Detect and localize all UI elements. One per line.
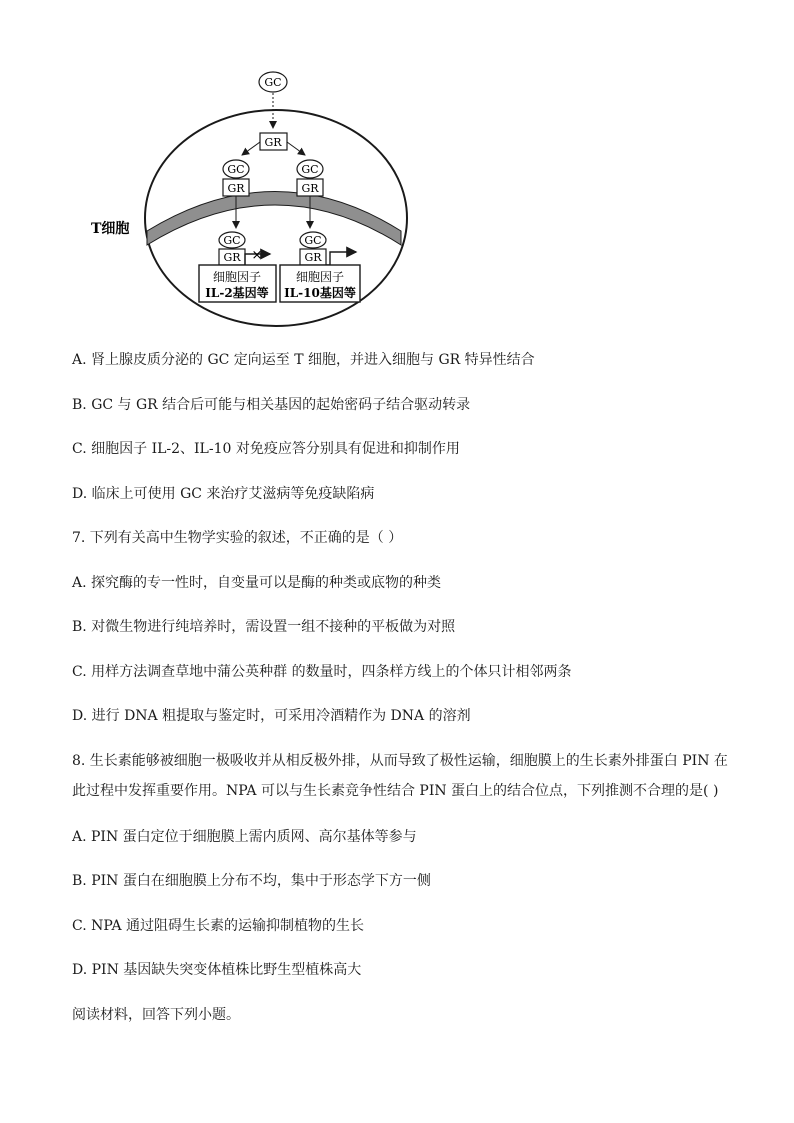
reading-instruction: 阅读材料，回答下列小题。 bbox=[72, 1007, 240, 1023]
il10-box-line1: 细胞因子 bbox=[295, 270, 345, 284]
q7-stem: 7. 下列有关高中生物学实验的叙述，不正确的是（ ） bbox=[72, 530, 403, 546]
block-x-icon: × bbox=[251, 248, 263, 263]
q8-option-b: B. PIN 蛋白在细胞膜上分布不均，集中于形态学下方一侧 bbox=[72, 873, 431, 889]
q7-option-a: A. 探究酶的专一性时，自变量可以是酶的种类或底物的种类 bbox=[72, 575, 442, 591]
gc-label-right: GC bbox=[301, 163, 319, 176]
gc-label-nuclear-left: GC bbox=[223, 234, 241, 247]
q8-option-d: D. PIN 基因缺失突变体植株比野生型植株高大 bbox=[72, 962, 362, 978]
q6-option-a: A. 肾上腺皮质分泌的 GC 定向运至 T 细胞，并进入细胞与 GR 特异性结合 bbox=[72, 352, 535, 368]
tcell-diagram bbox=[0, 0, 794, 340]
q8-stem-line1: 8. 生长素能够被细胞一极吸收并从相反极外排，从而导致了极性运输，细胞膜上的生长素外排蛋白 PIN 在 bbox=[72, 753, 728, 769]
gr-label-left: GR bbox=[227, 182, 245, 195]
q8-stem-line2: 此过程中发挥重要作用。NPA 可以与生长素竞争性结合 PIN 蛋白上的结合位点，下列推测不合理的是( ) bbox=[72, 783, 719, 799]
il2-box-line2: IL-2基因等 bbox=[205, 286, 269, 300]
nuclear-membrane bbox=[147, 192, 401, 246]
gr-label-nuclear-left: GR bbox=[223, 251, 241, 264]
gc-label-nuclear-right: GC bbox=[304, 234, 322, 247]
il10-box-line2: IL-10基因等 bbox=[284, 286, 356, 300]
gr-label-nuclear-right: GR bbox=[304, 251, 322, 264]
gc-label-left: GC bbox=[227, 163, 245, 176]
active-transcription-arrow bbox=[326, 252, 356, 265]
q6-option-b: B. GC 与 GR 结合后可能与相关基因的起始密码子结合驱动转录 bbox=[72, 397, 471, 413]
q6-option-c: C. 细胞因子 IL-2、IL-10 对免疫应答分别具有促进和抑制作用 bbox=[72, 441, 460, 457]
q6-option-d: D. 临床上可使用 GC 来治疗艾滋病等免疫缺陷病 bbox=[72, 486, 375, 502]
split-arrow-left bbox=[242, 142, 260, 155]
tcell-label: T细胞 bbox=[91, 221, 130, 237]
split-arrow-right bbox=[287, 142, 305, 155]
q8-option-c: C. NPA 通过阻碍生长素的运输抑制植物的生长 bbox=[72, 918, 365, 934]
q7-option-c: C. 用样方法调查草地中蒲公英种群 的数量时，四条样方线上的个体只计相邻两条 bbox=[72, 664, 572, 680]
gr-label-center: GR bbox=[264, 136, 282, 149]
gc-label-outside: GC bbox=[264, 76, 282, 89]
il2-box-line1: 细胞因子 bbox=[212, 270, 262, 284]
q8-option-a: A. PIN 蛋白定位于细胞膜上需内质网、高尔基体等参与 bbox=[72, 829, 417, 845]
gr-label-right: GR bbox=[301, 182, 319, 195]
q7-option-b: B. 对微生物进行纯培养时，需设置一组不接种的平板做为对照 bbox=[72, 619, 456, 635]
q7-option-d: D. 进行 DNA 粗提取与鉴定时，可采用冷酒精作为 DNA 的溶剂 bbox=[72, 708, 471, 724]
